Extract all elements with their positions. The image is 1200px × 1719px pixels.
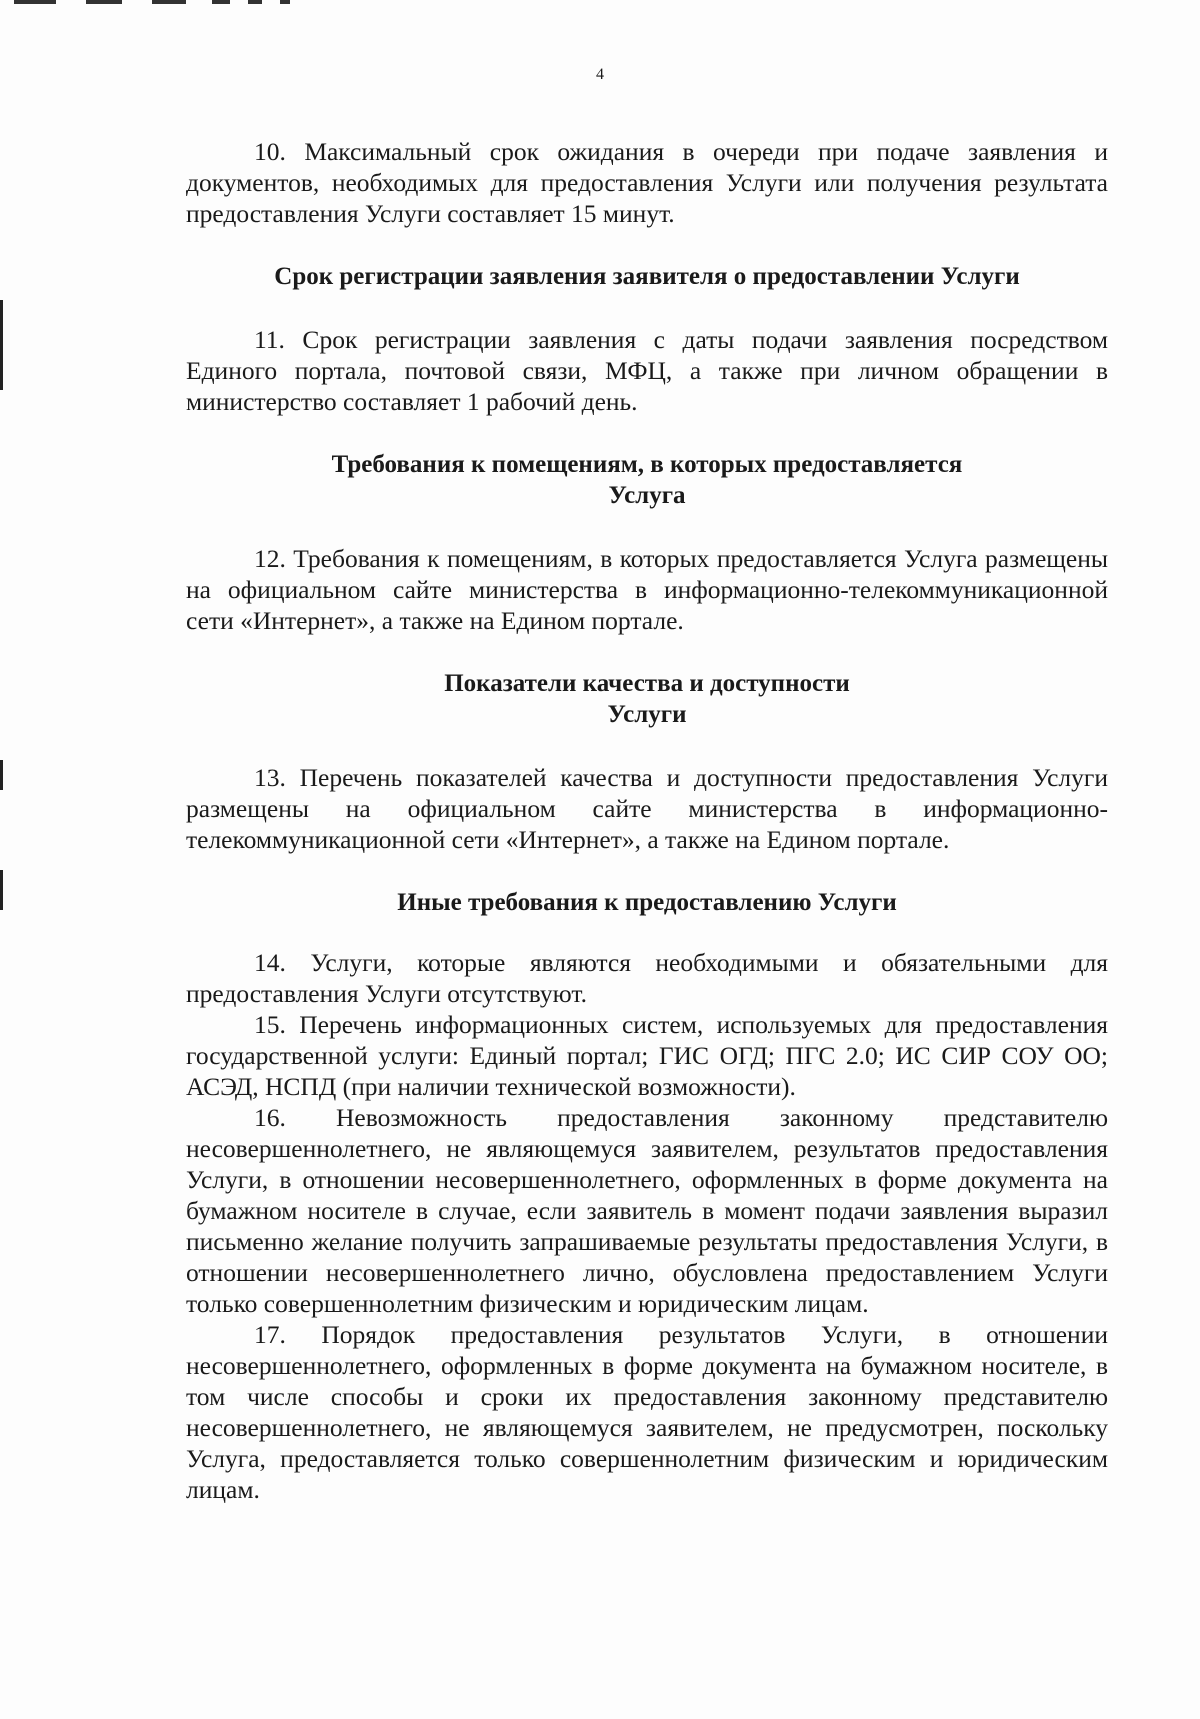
scan-artifact	[14, 0, 56, 4]
document-body	[186, 136, 1108, 1505]
paragraph-16: 16. Невозможность предоставления законному представителю несовершеннолетнего, не являющемуся заявителем, результатов предоставления Услуги, в отношении несовершеннолетнего, оформленных в форме документа на бумажном носителе в случае, если заявитель в момент подачи заявления выразил письменно желание получить запрашиваемые результаты предоставления Услуги, в отношении несовершеннолетнего лично, обусловлена предоставлением Услуги только совершеннолетним физическим и юридическим лицам.	[186, 1103, 1108, 1318]
section-heading-other-requirements: Иные требования к предоставлению Услуги	[397, 889, 897, 916]
scan-artifact	[152, 0, 186, 4]
scan-artifact	[0, 760, 3, 790]
paragraph-12: 12. Требования к помещениям, в которых предоставляется Услуга размещены на официальном сайте министерства в информационно-телекоммуникационной сети «Интернет», а также на Едином портале.	[186, 544, 1108, 635]
paragraph-10: 10. Максимальный срок ожидания в очереди при подаче заявления и документов, необходимых для предоставления Услуги или получения результата предоставления Услуги составляет 15 минут.	[186, 137, 1108, 228]
paragraph-13: 13. Перечень показателей качества и доступности предоставления Услуги размещены на официальном сайте министерства в информационно-телекоммуникационной сети «Интернет», а также на Едином портале.	[186, 763, 1108, 854]
section-heading-premises: Требования к помещениям, в которых предоставляется Услуга	[331, 451, 963, 509]
paragraph-14: 14. Услуги, которые являются необходимыми и обязательными для предоставления Услуги отсутствуют.	[186, 948, 1108, 1008]
scan-artifact	[212, 0, 230, 4]
section-heading-registration: Срок регистрации заявления заявителя о предоставлении Услуги	[274, 263, 1020, 290]
paragraph-17: 17. Порядок предоставления результатов Услуги, в отношении несовершеннолетнего, оформленных в форме документа на бумажном носителе, в том числе способы и сроки их предоставления законному представителю несовершеннолетнего, не являющемуся заявителем, не предусмотрен, поскольку Услуга, предоставляется только совершеннолетним физическим и юридическим лицам.	[186, 1320, 1108, 1504]
page-number: 4	[596, 66, 604, 83]
scan-artifact	[0, 870, 3, 910]
scan-artifact	[280, 0, 290, 4]
section-heading-quality: Показатели качества и доступности Услуги	[444, 670, 850, 728]
scan-artifact	[248, 0, 262, 4]
scan-artifact	[86, 0, 122, 4]
paragraph-11: 11. Срок регистрации заявления с даты подачи заявления посредством Единого портала, почтовой связи, МФЦ, а также при личном обращении в министерство составляет 1 рабочий день.	[186, 325, 1108, 416]
scan-artifact	[0, 300, 3, 390]
paragraph-15: 15. Перечень информационных систем, используемых для предоставления государственной услуги: Единый портал; ГИС ОГД; ПГС 2.0; ИС СИР СОУ ОО; АСЭД, НСПД (при наличии технической возможности).	[186, 1010, 1108, 1101]
